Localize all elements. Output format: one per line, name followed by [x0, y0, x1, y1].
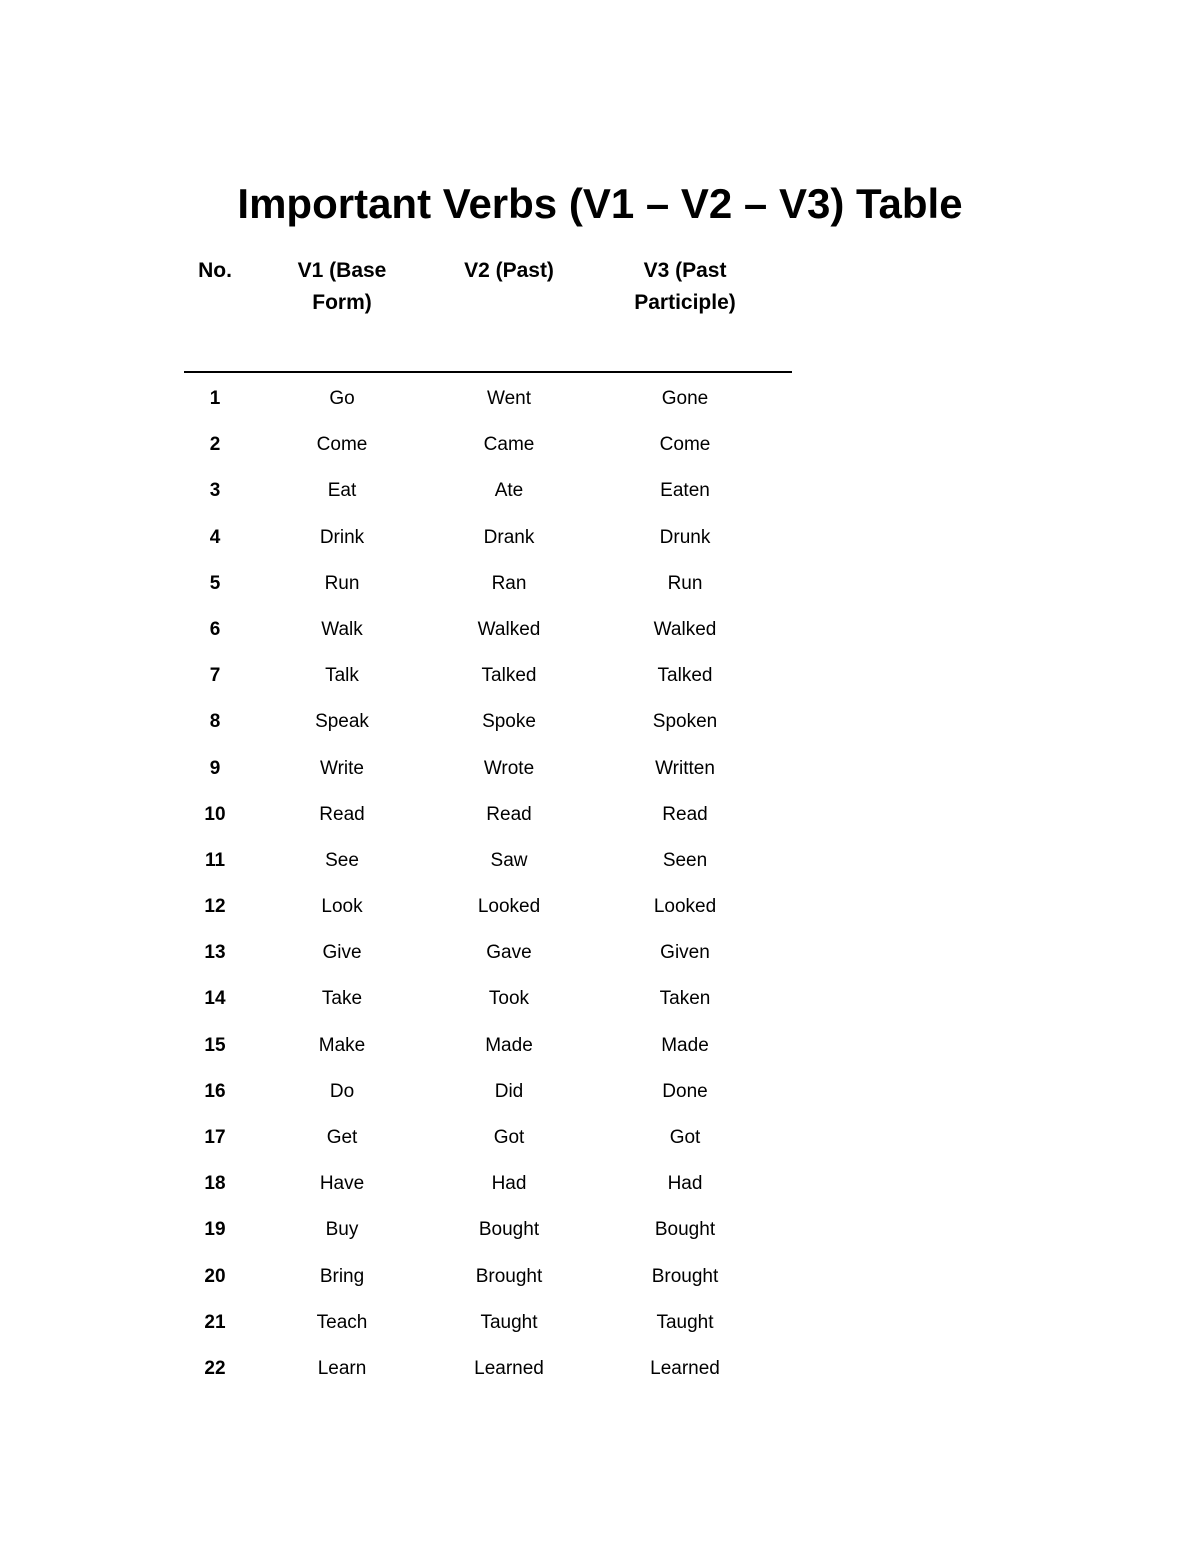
cell-v1: Write — [320, 757, 364, 779]
cell-v1: Bring — [319, 1265, 365, 1287]
cell-v2: Ate — [494, 480, 524, 502]
cell-no: 7 — [209, 665, 221, 687]
cell-v2: Walked — [477, 618, 541, 640]
table-row — [184, 1297, 792, 1343]
cell-v1: Talk — [325, 665, 359, 687]
table-row — [184, 927, 792, 973]
table-row — [184, 743, 792, 789]
table-row — [184, 1020, 792, 1066]
page-title: Important Verbs (V1 – V2 – V3) Table — [237, 180, 963, 227]
cell-no: 22 — [204, 1357, 226, 1379]
table-row — [184, 558, 792, 604]
table-row — [184, 1066, 792, 1112]
cell-v3: Had — [667, 1173, 703, 1195]
cell-v1: Make — [318, 1034, 366, 1056]
cell-v2: Spoke — [482, 711, 536, 733]
cell-v3: Gone — [661, 388, 709, 409]
table-row — [184, 1343, 792, 1389]
table-row — [184, 512, 792, 558]
header-no: No. — [198, 259, 232, 282]
cell-v2: Looked — [477, 896, 541, 918]
cell-v2: Wrote — [483, 757, 535, 779]
cell-v2: Took — [488, 988, 530, 1010]
cell-v2: Had — [491, 1173, 527, 1195]
cell-v3: Done — [662, 1080, 708, 1102]
cell-v1: Come — [316, 434, 368, 456]
cell-no: 19 — [204, 1219, 226, 1241]
cell-v3: Spoken — [652, 711, 718, 733]
cell-no: 8 — [209, 711, 221, 733]
table-row — [184, 1112, 792, 1158]
cell-v1: Speak — [315, 711, 369, 733]
table-row — [184, 373, 792, 419]
cell-v2: Went — [486, 388, 531, 409]
cell-v3: Eaten — [660, 480, 710, 502]
cell-no: 16 — [204, 1080, 226, 1102]
cell-no: 12 — [204, 896, 226, 918]
cell-no: 20 — [204, 1265, 226, 1287]
verb-table — [184, 255, 792, 1389]
cell-v3: Drunk — [659, 526, 711, 548]
cell-v3: Written — [655, 757, 715, 779]
table-row — [184, 465, 792, 511]
cell-v1: Buy — [325, 1219, 359, 1241]
cell-v2: Read — [486, 803, 532, 825]
cell-no: 10 — [204, 803, 226, 825]
cell-v2: Made — [485, 1034, 533, 1056]
cell-no: 2 — [209, 434, 221, 456]
cell-v1: Walk — [321, 618, 363, 640]
cell-no: 14 — [204, 988, 226, 1010]
cell-v2: Ran — [491, 572, 527, 594]
cell-v1: Get — [326, 1127, 358, 1148]
cell-v3: Bought — [654, 1219, 716, 1241]
table-row — [184, 881, 792, 927]
table-row — [184, 696, 792, 742]
cell-v1: Look — [321, 896, 363, 918]
cell-no: 6 — [209, 618, 221, 640]
cell-v1: Go — [329, 388, 355, 409]
cell-v1: Read — [319, 803, 365, 825]
cell-no: 21 — [204, 1311, 226, 1333]
cell-no: 13 — [204, 942, 226, 964]
cell-no: 11 — [204, 849, 226, 871]
cell-v2: Learned — [474, 1357, 544, 1379]
table-row — [184, 1158, 792, 1204]
cell-v3: Run — [667, 572, 703, 594]
cell-v3: Talked — [657, 665, 713, 687]
cell-v3: Taught — [656, 1311, 714, 1333]
cell-v1: Run — [324, 572, 360, 594]
cell-v3: Come — [659, 434, 711, 456]
cell-v2: Bought — [478, 1219, 540, 1241]
cell-v2: Taught — [480, 1311, 538, 1333]
cell-v3: Made — [661, 1034, 709, 1056]
table-row — [184, 1251, 792, 1297]
table-row — [184, 419, 792, 465]
cell-v2: Drank — [483, 526, 535, 548]
cell-v2: Got — [493, 1127, 525, 1148]
cell-v3: Got — [669, 1127, 701, 1148]
table-row — [184, 789, 792, 835]
cell-v3: Brought — [651, 1265, 719, 1287]
cell-no: 4 — [209, 526, 221, 548]
cell-v1: Teach — [316, 1311, 368, 1333]
cell-no: 1 — [209, 388, 221, 409]
cell-v1: Do — [329, 1080, 355, 1102]
cell-v3: Looked — [653, 896, 717, 918]
cell-v1: See — [325, 849, 359, 871]
table-row — [184, 973, 792, 1019]
header-v1: V1 (Base Form) — [297, 259, 387, 314]
cell-v2: Saw — [490, 849, 528, 871]
cell-no: 17 — [204, 1127, 226, 1148]
cell-v3: Taken — [659, 988, 711, 1010]
table-row — [184, 604, 792, 650]
cell-v1: Drink — [319, 526, 365, 548]
header-v2: V2 (Past) — [464, 259, 554, 282]
cell-v2: Did — [494, 1080, 524, 1102]
cell-v1: Give — [322, 942, 362, 964]
cell-no: 9 — [209, 757, 221, 779]
cell-no: 18 — [204, 1173, 226, 1195]
header-v3: V3 (Past Participle) — [634, 259, 736, 314]
cell-v2: Came — [483, 434, 535, 456]
cell-v3: Seen — [662, 849, 708, 871]
cell-v2: Gave — [486, 942, 532, 964]
cell-no: 15 — [204, 1034, 226, 1056]
table-row — [184, 650, 792, 696]
table-row — [184, 835, 792, 881]
cell-v2: Talked — [481, 665, 537, 687]
cell-no: 5 — [209, 572, 221, 594]
table-body — [184, 373, 792, 1389]
cell-v1: Learn — [317, 1357, 367, 1379]
table-header-row — [184, 255, 792, 373]
cell-v1: Have — [319, 1173, 365, 1195]
cell-v3: Read — [662, 803, 708, 825]
table-row — [184, 1204, 792, 1250]
cell-v1: Take — [321, 988, 363, 1010]
cell-no: 3 — [209, 480, 221, 502]
cell-v3: Walked — [653, 618, 717, 640]
cell-v1: Eat — [327, 480, 357, 502]
cell-v2: Brought — [475, 1265, 543, 1287]
cell-v3: Learned — [650, 1357, 720, 1379]
cell-v3: Given — [660, 942, 710, 964]
